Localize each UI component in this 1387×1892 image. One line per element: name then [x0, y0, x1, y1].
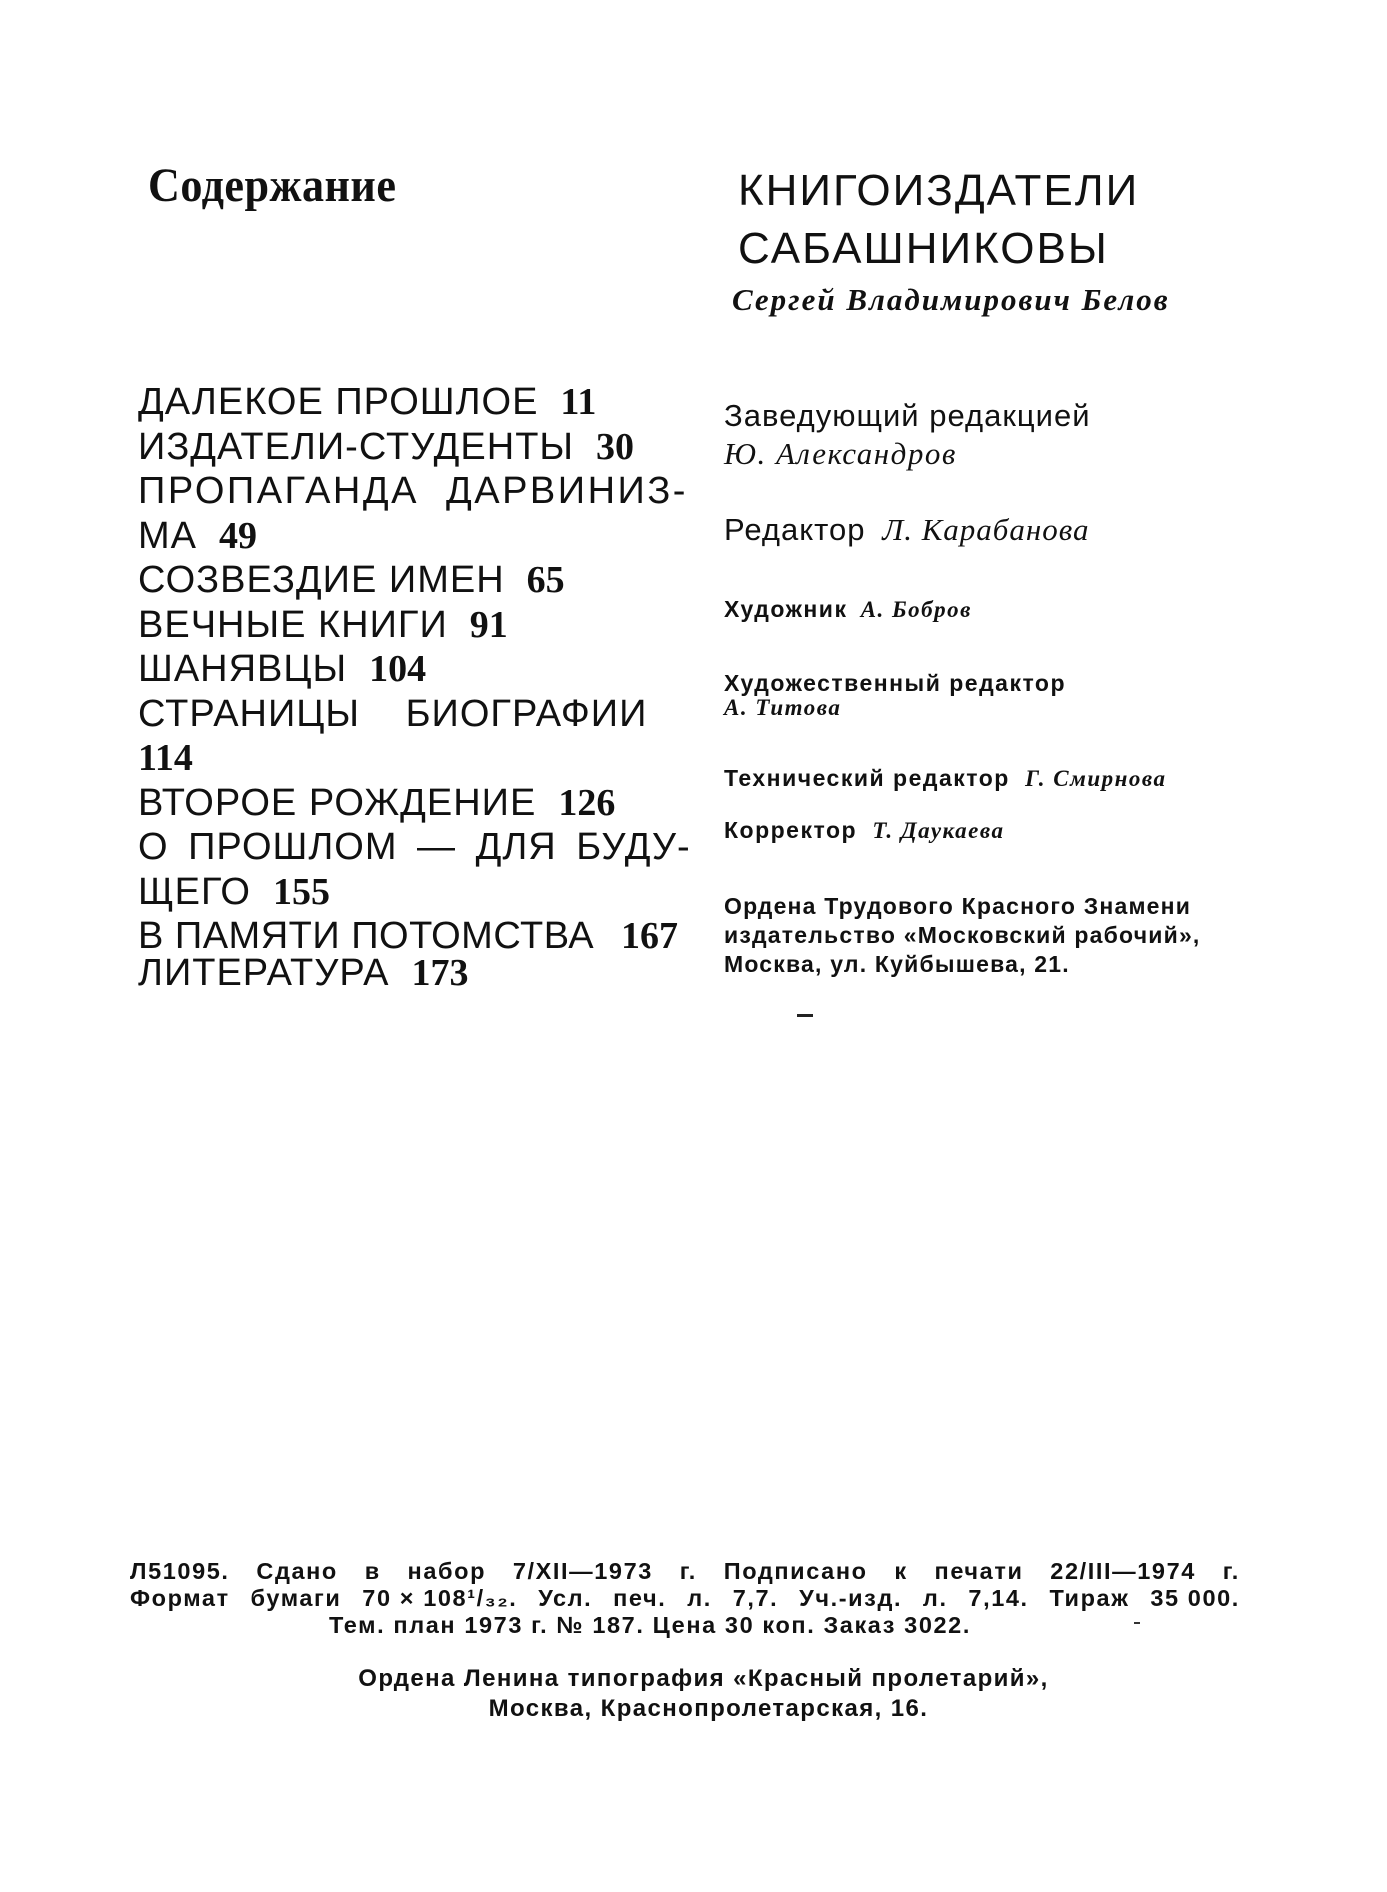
toc-line [138, 514, 678, 559]
book-title [738, 162, 1139, 278]
imprint-word: бумаги [250, 1585, 342, 1611]
toc-line [138, 647, 678, 692]
toc-line [138, 781, 678, 826]
toc-title: ИЗДАТЕЛИ-СТУДЕНТЫ [138, 425, 575, 468]
imprint-word: набор [407, 1558, 487, 1584]
credit-name: Т. Даукаева [872, 818, 1005, 843]
imprint-word: Усл. [538, 1585, 593, 1611]
print-speck [797, 1014, 813, 1017]
imprint-word: Сдано [256, 1558, 338, 1584]
print-speck [1134, 1622, 1140, 1624]
credit-role: Художник [724, 596, 848, 622]
book-title-line: САБАШНИКОВЫ [738, 224, 1109, 273]
imprint-word: 7/XII—1973 [512, 1558, 653, 1584]
imprint-word: 70 × 108¹/₃₂. [362, 1585, 518, 1611]
toc-page: 91 [469, 603, 508, 646]
toc-title: СОЗВЕЗДИЕ ИМЕН [138, 559, 505, 601]
imprint-word: в [364, 1558, 381, 1584]
credit-head-editor-role [724, 398, 1091, 434]
imprint-word: 7,7. [732, 1585, 779, 1611]
toc-line [138, 825, 691, 870]
publisher-line: Москва, ул. Куйбышева, 21. [724, 951, 1070, 977]
printer-info [0, 1664, 1387, 1724]
toc-title: МА [138, 514, 197, 557]
imprint-word: л. [922, 1585, 948, 1611]
book-author: Сергей Владимирович Белов [732, 282, 1170, 317]
toc-page: 167 [621, 915, 678, 957]
toc-line [138, 692, 678, 737]
imprint-word: Тираж [1049, 1585, 1130, 1611]
imprint-word: г. [679, 1558, 697, 1584]
imprint-word: к [894, 1558, 908, 1584]
imprint-word: печ. [613, 1585, 667, 1611]
contents-heading: Содержание [148, 159, 397, 212]
credit-role: Художественный редактор [724, 670, 1067, 696]
toc-title: ЩЕГО [138, 870, 251, 913]
credit-name: А. Бобров [860, 597, 972, 622]
toc-title: ПРОПАГАНДА ДАРВИНИЗ- [138, 470, 688, 512]
publisher-line: издательство «Московский рабочий», [724, 922, 1201, 948]
imprint-line-3 [130, 1612, 1240, 1639]
toc-line [138, 558, 678, 603]
toc-title: ШАНЯВЦЫ [138, 648, 348, 690]
toc-line [138, 425, 678, 470]
credit-name: А. Титова [724, 695, 842, 720]
credit-name: Л. Карабанова [882, 512, 1090, 547]
toc-page: 155 [272, 870, 330, 913]
credit-role: Заведующий редакцией [724, 398, 1091, 433]
credit-role: Корректор [724, 817, 858, 843]
table-of-contents [138, 380, 691, 995]
toc-title: В ПАМЯТИ ПОТОМСТВА [138, 915, 595, 957]
publisher-info [724, 892, 1201, 979]
toc-line [138, 603, 678, 648]
toc-line [138, 469, 688, 514]
imprint-word: г. [1222, 1558, 1240, 1584]
imprint-word: Л51095. [130, 1558, 230, 1584]
credit-tech-editor [724, 765, 1167, 792]
toc-title: ДАЛЕКОЕ ПРОШЛОЕ [138, 381, 539, 423]
imprint-word: 22/III—1974 [1050, 1558, 1196, 1584]
toc-page: 104 [369, 648, 427, 690]
imprint-line-3-text: Тем. план 1973 г. № 187. Цена 30 коп. Заказ 3022. [329, 1612, 971, 1638]
credit-role: Редактор [724, 512, 866, 547]
toc-line [138, 870, 678, 915]
printer-line: Москва, Краснопролетарская, 16. [488, 1695, 929, 1722]
toc-title: ЛИТЕРАТУРА [138, 951, 390, 994]
credit-head-editor-name [724, 436, 957, 472]
printer-line: Ордена Ленина типография «Красный пролетарий», [358, 1665, 1049, 1692]
credit-role: Технический редактор [724, 765, 1010, 791]
book-title-line: КНИГОИЗДАТЕЛИ [738, 166, 1140, 215]
toc-page: 30 [596, 425, 635, 468]
toc-title: ВТОРОЕ РОЖДЕНИЕ [138, 781, 537, 824]
imprint-word: 7,14. [968, 1585, 1029, 1611]
toc-title: О ПРОШЛОМ — ДЛЯ БУДУ- [138, 826, 691, 868]
credit-artist [724, 596, 972, 623]
credit-name: Г. Смирнова [1025, 766, 1167, 791]
toc-page: 11 [560, 381, 597, 423]
imprint-word: Подписано [723, 1558, 868, 1584]
imprint-line-2 [130, 1585, 1240, 1612]
toc-page: 49 [219, 514, 257, 557]
imprint-word: печати [934, 1558, 1024, 1584]
credit-corrector [724, 817, 1004, 844]
toc-page: 126 [558, 781, 616, 824]
credit-art-editor-role [724, 670, 1066, 697]
toc-page: 173 [411, 951, 469, 994]
imprint [130, 1558, 1240, 1639]
imprint-word: 35 000. [1150, 1585, 1240, 1611]
imprint-word: л. [687, 1585, 712, 1611]
toc-line [138, 380, 678, 425]
credit-name: Ю. Александров [724, 436, 957, 471]
credit-editor [724, 512, 1090, 548]
toc-page: 65 [526, 559, 565, 601]
toc-line [138, 736, 678, 781]
toc-title: СТРАНИЦЫ БИОГРАФИИ [138, 692, 648, 735]
imprint-word: Уч.-изд. [799, 1585, 903, 1611]
imprint-word: Формат [130, 1585, 230, 1611]
publisher-line: Ордена Трудового Красного Знамени [724, 893, 1192, 919]
toc-page: 114 [138, 737, 193, 779]
toc-title: ВЕЧНЫЕ КНИГИ [138, 603, 448, 646]
credit-art-editor-name [724, 695, 841, 721]
imprint-line-1 [130, 1558, 1240, 1585]
